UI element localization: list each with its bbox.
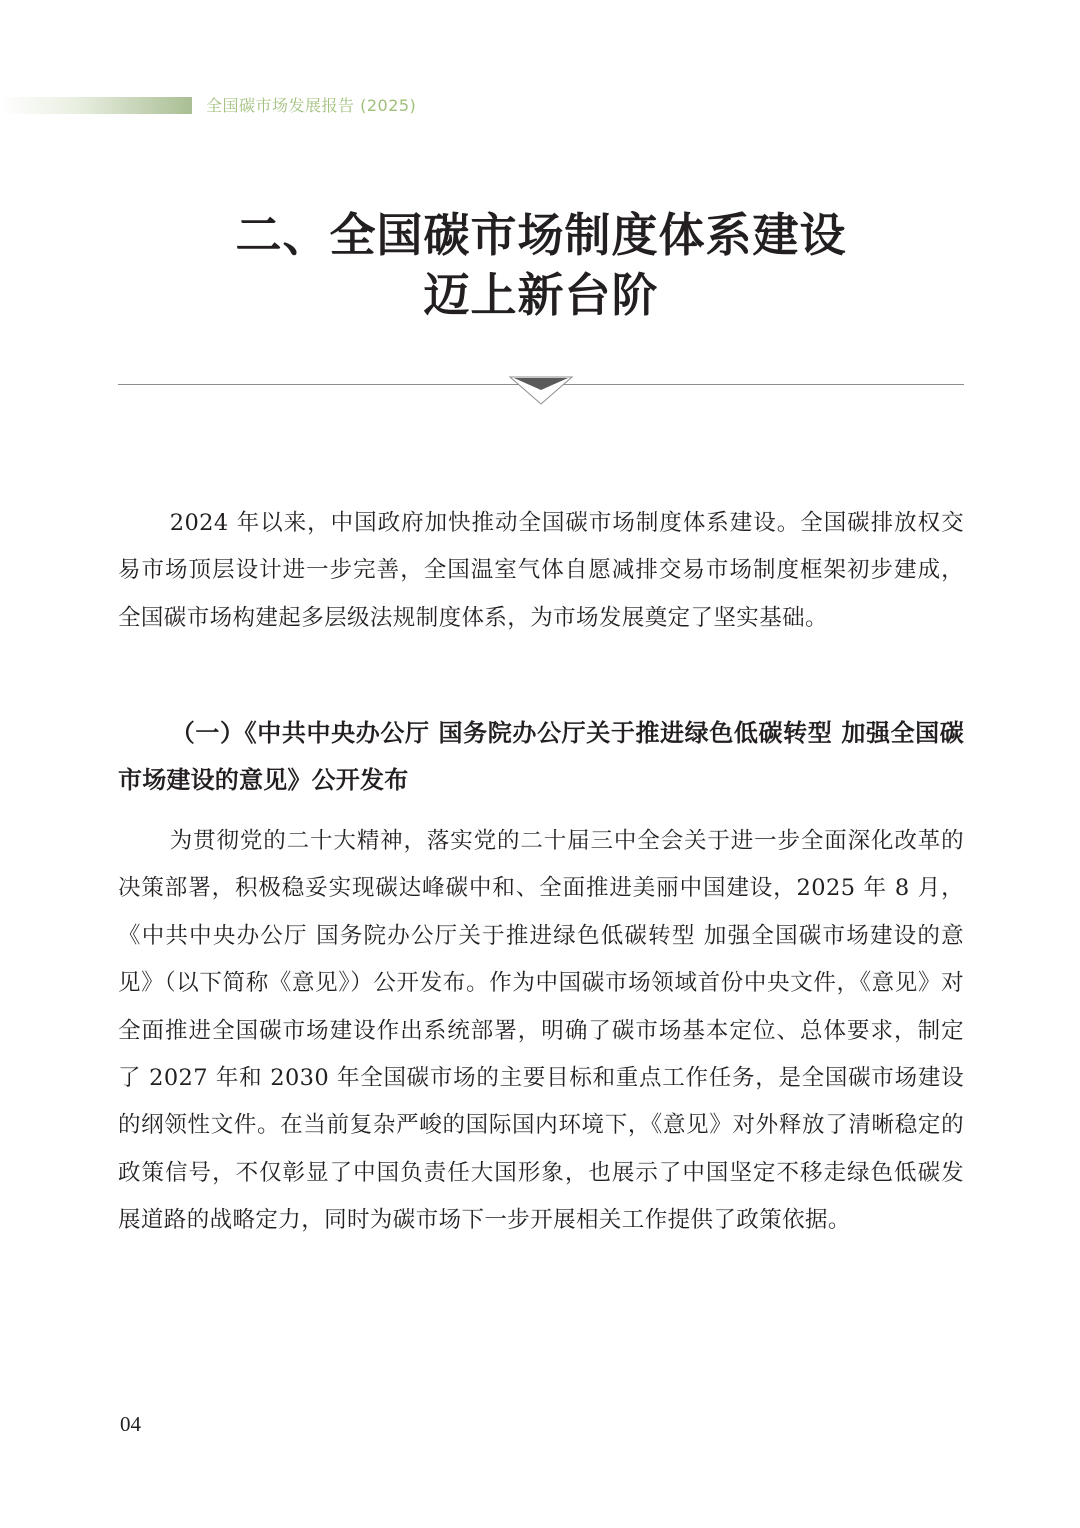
- report-running-title: 全国碳市场发展报告 (2025): [206, 96, 417, 115]
- divider-arrow-icon: [506, 376, 576, 406]
- chapter-title-line-2: 迈上新台阶: [423, 268, 659, 322]
- section-heading: （一）《中共中央办公厅 国务院办公厅关于推进绿色低碳转型 加强全国碳市场建设的意见》公开发布: [118, 719, 964, 794]
- chapter-title-line-1: 二、全国碳市场制度体系建设: [235, 208, 847, 262]
- section-paragraph: 为贯彻党的二十大精神，落实党的二十届三中全会关于进一步全面深化改革的决策部署，积极稳妥实现碳达峰碳中和、全面推进美丽中国建设，2025 年 8 月，《中共中央办公厅 国务院办公厅关于推进绿色低碳转型 加强全国碳市场建设的意见》（以下简称《意见》）公开发布。作为中国碳市场领域首份中央文件，《意见》对全面推进全国碳市场建设作出系统部署，明确了碳市场基本定位、总体要求，制定了 2027 年和 2030 年全国碳市场的主要目标和重点工作任务，是全国碳市场建设的纲领性文件。在当前复杂严峻的国际国内环境下，《意见》对外释放了清晰稳定的政策信号，不仅彰显了中国负责任大国形象，也展示了中国坚定不移走绿色低碳发展道路的战略定力，同时为碳市场下一步开展相关工作提供了政策依据。: [118, 828, 964, 1234]
- page-number: 04: [120, 1412, 141, 1436]
- chapter-title: [118, 205, 964, 325]
- intro-paragraph: 2024 年以来，中国政府加快推动全国碳市场制度体系建设。全国碳排放权交易市场顶层设计进一步完善，全国温室气体自愿减排交易市场制度框架初步建成，全国碳市场构建起多层级法规制度体系，为市场发展奠定了坚实基础。: [118, 510, 964, 631]
- header-gradient-band: [0, 97, 192, 114]
